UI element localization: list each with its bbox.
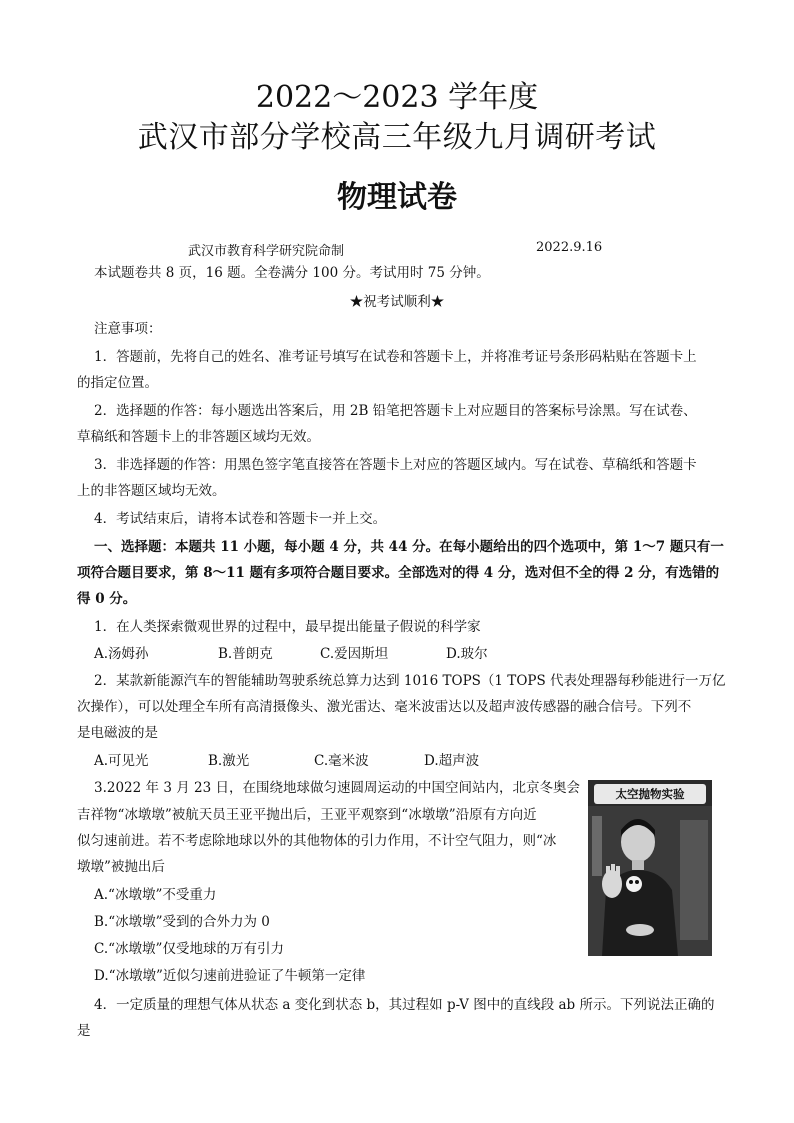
question-1-option-d: D.玻尔 — [446, 646, 488, 662]
question-3-option-a: A.“冰墩墩”不受重力 — [94, 887, 217, 903]
note-1-line-2: 的指定位置。 — [77, 375, 158, 391]
note-4: 4．考试结束后，请将本试卷和答题卡一并上交。 — [94, 511, 387, 527]
astronaut-figure-illustration — [588, 780, 712, 956]
question-2-option-d: D.超声波 — [424, 753, 480, 769]
subject-title: 物理试卷 — [337, 180, 457, 215]
photo-banner-label: 太空抛物实验 — [594, 784, 706, 804]
note-3-line-2: 上的非答题区域均无效。 — [77, 483, 226, 499]
question-4-line-1: 4．一定质量的理想气体从状态 a 变化到状态 b，其过程如 p-V 图中的直线段 ab 所示。下列说法正确的 — [94, 997, 715, 1013]
question-2-line-2: 次操作），可以处理全车所有高清摄像头、激光雷达、毫米波雷达以及超声波传感器的融合信号。下列不 — [77, 699, 692, 715]
school-year-title: 2022～2023 学年度 — [255, 80, 539, 115]
question-3-line-1: 3.2022 年 3 月 23 日，在围绕地球做匀速圆周运动的中国空间站内，北京冬奥会 — [94, 780, 580, 796]
question-2-line-1: 2．某款新能源汽车的智能辅助驾驶系统总算力达到 1016 TOPS（1 TOPS 代表处理器每秒能进行一万亿 — [94, 673, 726, 689]
question-1-stem: 1．在人类探索微观世界的过程中，最早提出能量子假说的科学家 — [94, 619, 481, 635]
issuer-text: 武汉市教育科学研究院命制 — [188, 244, 345, 259]
question-3-option-c: C.“冰墩墩”仅受地球的万有引力 — [94, 941, 284, 957]
intro-text: 本试题卷共 8 页，16 题。全卷满分 100 分。考试用时 75 分钟。 — [94, 265, 490, 281]
question-3-line-4: 墩墩”被抛出后 — [77, 859, 165, 875]
question-2-line-3: 是电磁波的是 — [77, 725, 158, 741]
question-1-option-b: B.普朗克 — [218, 646, 273, 662]
question-1-option-c: C.爱因斯坦 — [320, 646, 389, 662]
exam-date: 2022.9.16 — [536, 240, 603, 255]
question-2-option-a: A.可见光 — [94, 753, 149, 769]
question-3-line-2: 吉祥物“冰墩墩”被航天员王亚平抛出后，王亚平观察到“冰墩墩”沿原有方向近 — [77, 807, 537, 823]
question-3-option-d: D.“冰墩墩”近似匀速前进验证了牛顿第一定律 — [94, 968, 366, 984]
exam-title: 武汉市部分学校高三年级九月调研考试 — [137, 120, 657, 155]
space-experiment-photo — [588, 780, 712, 956]
note-2-line-2: 草稿纸和答题卡上的非答题区域均无效。 — [77, 429, 320, 445]
question-3-option-b: B.“冰墩墩”受到的合外力为 0 — [94, 914, 270, 930]
question-2-option-b: B.激光 — [208, 753, 250, 769]
section-1-line-1: 一、选择题：本题共 11 小题，每小题 4 分，共 44 分。在每小题给出的四个选项中，第 1～7 题只有一 — [94, 539, 724, 555]
question-2-option-c: C.毫米波 — [314, 753, 369, 769]
notes-heading: 注意事项： — [94, 321, 162, 337]
question-4-line-2: 是 — [77, 1023, 91, 1039]
question-1-option-a: A.汤姆孙 — [94, 646, 149, 662]
note-1-line-1: 1．答题前，先将自己的姓名、准考证号填写在试卷和答题卡上，并将准考证号条形码粘贴在答题卡上 — [94, 349, 697, 365]
section-1-line-2: 项符合题目要求，第 8～11 题有多项符合题目要求。全部选对的得 4 分，选对但不全的得 2 分，有选错的 — [77, 565, 720, 581]
note-3-line-1: 3．非选择题的作答：用黑色签字笔直接答在答题卡上对应的答题区域内。写在试卷、草稿纸和答题卡 — [94, 457, 697, 473]
note-2-line-1: 2．选择题的作答：每小题选出答案后，用 2B 铅笔把答题卡上对应题目的答案标号涂黑。写在试卷、 — [94, 403, 697, 419]
wish-text: ★祝考试顺利★ — [349, 294, 445, 310]
section-1-line-3: 得 0 分。 — [77, 591, 137, 607]
question-3-line-3: 似匀速前进。若不考虑除地球以外的其他物体的引力作用，不计空气阻力，则“冰 — [77, 833, 557, 849]
